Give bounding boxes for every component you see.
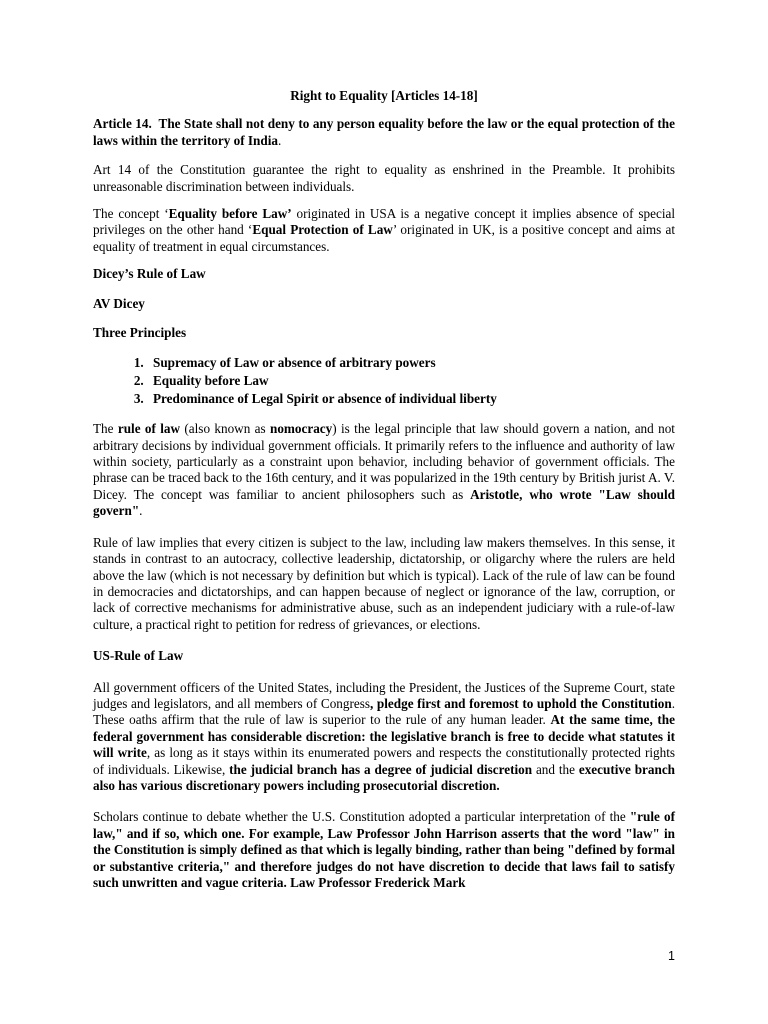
paragraph-art14: Art 14 of the Constitution guarantee the right to equality as enshrined in the Preamble. It prohibits unreasonable discrimination between individuals.: [93, 162, 675, 194]
bold-run: nomocracy: [270, 421, 333, 437]
text-run: and the: [532, 761, 579, 777]
text-run: All government officers of the United States, including the President, the Justices of the Supreme Court, state judges and legislators, and all members of Congress: [93, 679, 675, 711]
text-run: , as long as it stays within its enumerated powers and respects the constitutionally protected rights of individuals. Likewise,: [93, 745, 675, 777]
text-run: . These oaths affirm that the rule of law is superior to the rule of any human leader.: [93, 695, 676, 728]
bold-run: Equal Protection of Law: [252, 222, 393, 238]
page-title: Right to Equality [Articles 14-18]: [290, 88, 478, 103]
paragraph-scholars: [93, 809, 675, 891]
heading-three-principles: Three Principles: [93, 325, 187, 341]
paragraph-rule-of-law: [93, 421, 675, 519]
bold-run: , pledge first and foremost to uphold the Constitution: [370, 695, 672, 711]
article-label: Article 14.: [93, 116, 152, 132]
text-run: Scholars continue to debate whether the U.S. Constitution adopted a particular interpretation of the: [93, 809, 630, 825]
article-text: The State shall not deny to any person equality before the law or the equal protection of the laws within the territory of India: [93, 116, 675, 148]
bold-run: Aristotle, who wrote "Law should govern": [93, 486, 675, 519]
text-run: The concept ‘: [93, 206, 169, 222]
list-item: 2. Equality before Law: [147, 372, 675, 390]
paragraph-rule-of-law-2: Rule of law implies that every citizen is subject to the law, including law makers themselves. In this sense, it stands in contrast to an autocracy, collective leadership, dictatorship, or oligarchy where the rulers are held above the law (which is not necessary by definition but which is typical). Lack of the rule of law can be found in democracies and dictatorships, and can happen because of neglect or ignorance of the law, corruption, or lack of corrective mechanisms for administrative abuse, such as an independent judiciary with a rule-of-law culture, a practical right to petition for redress of grievances, or elections.: [93, 534, 675, 632]
bold-run: Equality before Law’: [168, 206, 292, 222]
paragraph-us-rule: [93, 680, 675, 795]
text-run: ) is the legal principle that law should govern a nation, and not arbitrary decisions by individual government officials. It primarily refers to the influence and authority of law within society, particularly as a constraint upon behavior, including behavior of government officials. The phrase can be traced back to the 16th century, and it was popularized in the 19th century by British jurist A. V. Dicey. The concept was familiar to ancient philosophers such as: [93, 421, 675, 502]
bold-run: executive branch also has various discretionary powers including prosecutorial discretion.: [93, 761, 676, 793]
heading-av-dicey: AV Dicey: [93, 295, 145, 311]
paragraph-concept: [93, 206, 675, 255]
page-number: 1: [668, 949, 675, 963]
bold-run: rule of law: [117, 421, 181, 437]
list-item: 1. Supremacy of Law or absence of arbitrary powers: [147, 354, 675, 372]
bold-run: "rule of law," and if so, which one. For example, Law Professor John Harrison asserts that the word "law" in the Constitution is simply defined as that which is legally binding, rather than being "defined by formal or substantive criteria," and therefore judges do not have discretion to decide that laws fail to satisfy such unwritten and vague criteria. Law Professor Frederick Mark: [93, 809, 676, 890]
text-run: originated in USA is a negative concept it implies absence of special privileges on the other hand ‘: [93, 206, 675, 238]
text-run: The: [93, 421, 118, 437]
article-end: .: [277, 132, 282, 148]
bold-run: At the same time, the federal government has considerable discretion: the legislative branch is free to decide what statutes it will write: [93, 712, 675, 761]
document-body: [93, 88, 675, 891]
text-run: ’ originated in UK, is a positive concept and aims at equality of treatment in equal circumstances.: [93, 222, 675, 254]
heading-us-rule-of-law: US-Rule of Law: [93, 648, 184, 664]
principles-list: [93, 354, 675, 407]
bold-run: the judicial branch has a degree of judicial discretion: [229, 761, 533, 777]
text-run: (also known as: [180, 421, 270, 437]
text-run: .: [139, 503, 143, 519]
list-item: 3. Predominance of Legal Spirit or absence of individual liberty: [147, 390, 675, 408]
heading-dicey: Dicey’s Rule of Law: [93, 266, 206, 282]
article-14-statement: [93, 116, 675, 149]
